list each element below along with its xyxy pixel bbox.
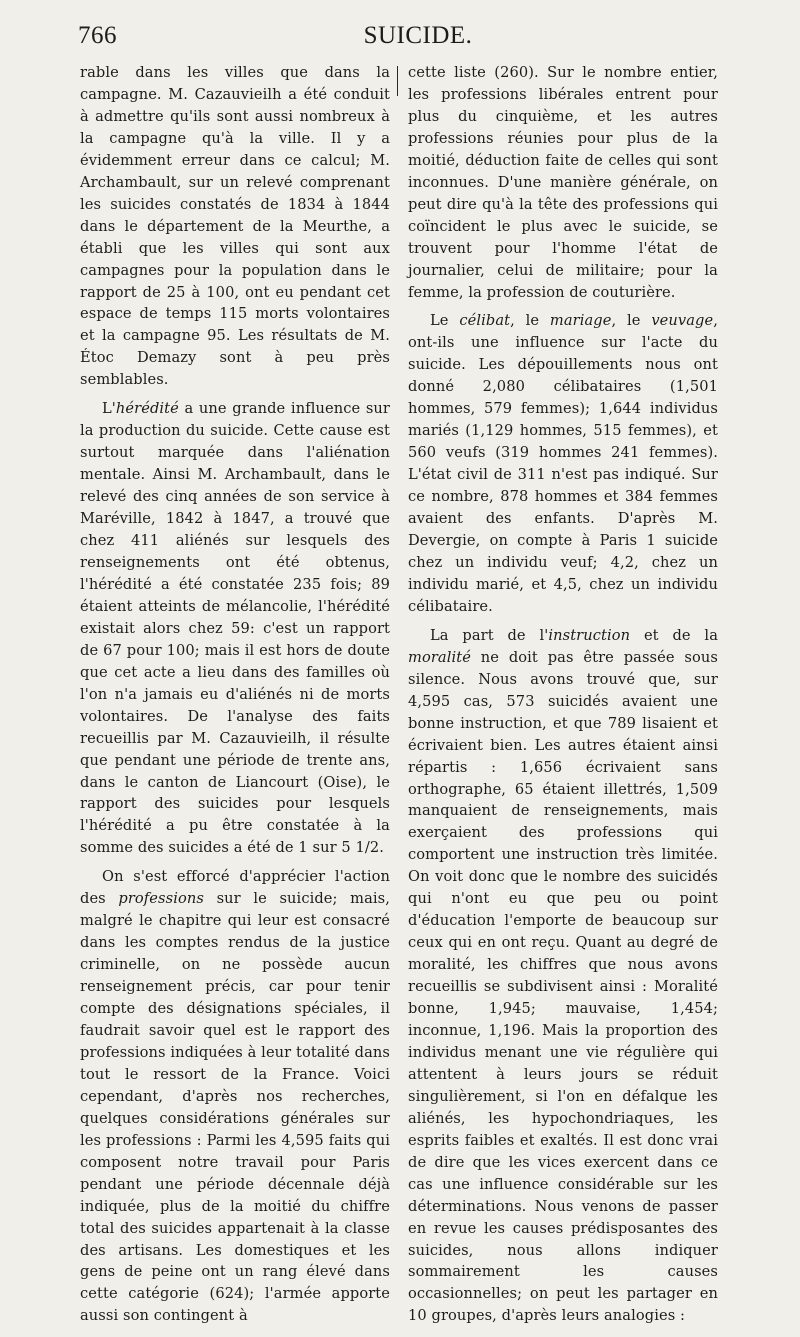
paragraph-instruction-morality (408, 625, 718, 1328)
celibat-term: célibat (459, 312, 511, 330)
civil-sep-2: , le (611, 312, 652, 330)
paragraph-civil-status (408, 310, 718, 617)
morality-term: moralité (408, 648, 471, 666)
instruction-lead: La part de l' (430, 626, 549, 644)
running-title: SUICIDE. (363, 22, 473, 49)
right-column (408, 62, 718, 1330)
civil-text: , ont-ils une influence sur l'acte du suicide. Les dépouillements nous ont donné 2,080 célibataires (1,501 hommes, 579 femmes); 1,644 individus mariés (1,129 hommes, 515 femmes), et 560 veufs (319 hommes 241 femmes). L'état civil de 311 n'est pas indiqué. Sur ce nombre, 878 hommes et 384 femmes avaient des enfants. D'après M. Devergie, on compte à Paris 1 suicide chez un individu veuf; 4,2, chez un individu marié, et 4,5, chez un individu célibataire. (408, 312, 718, 615)
paragraph-urban-rural: rable dans les villes que dans la campagne. M. Cazauvieilh a été conduit à admettre qu'ils sont aussi nombreux à la campagne qu'à la ville. Il y a évidemment erreur dans ce calcul; M. Archambault, sur un relevé comprenant les suicides constatés de 1834 à 1844 dans le département de la Meurthe, a établi que les villes qui sont aux campagnes pour la population dans le rapport de 25 à 100, ont eu pendant cet espace de temps 115 morts volontaires et la campagne 95. Les résultats de M. Étoc Demazy sont à peu près semblables. (80, 64, 390, 389)
paragraph-professions (80, 866, 390, 1327)
heredity-text: a une grande influence sur la production du suicide. Cette cause est surtout marquée dans l'aliénation mentale. Ainsi M. Archambault, dans le relevé des cinq années de son service à Maréville, 1842 à 1847, a trouvé que chez 411 aliénés sur lesquels des renseignements ont été obtenus, l'hérédité a été constatée 235 fois; 89 étaient atteints de mélancolie, l'hérédité existait alors chez 59: c'est un rapport de 67 pour 100; mais il est hors de doute que cet acte a lieu dans des familles où l'on n'a jamais eu d'aliénés ni de morts volontaires. De l'analyse des faits recueillis par M. Cazauvieilh, il résulte que pendant une période de trente ans, dans le canton de Liancourt (Oise), le rapport des suicides pour lesquels l'hérédité a pu être constatée à la somme des suicides a été de 1 sur 5 1/2. (80, 400, 390, 857)
civil-lead: Le (430, 312, 460, 330)
heredity-lead: L' (102, 400, 116, 418)
running-header (78, 22, 718, 58)
professions-lead: On s'est efforcé d'apprécier l'action des (80, 868, 390, 908)
instruction-term: instruction (548, 626, 631, 644)
veuvage-term: veuvage (651, 312, 714, 330)
civil-sep-1: , le (510, 312, 550, 330)
left-column (80, 62, 390, 1330)
instruction-sep: et de la (630, 626, 718, 644)
mariage-term: mariage (549, 312, 612, 330)
paragraph-heredity (80, 398, 390, 859)
paragraph-professions-cont: cette liste (260). Sur le nombre entier, les professions libérales entrent pour plus du cinquième, et les autres professions réunies pour plus de la moitié, déduction faite de celles qui sont inconnues. D'une manière générale, on peut dire qu'à la tête des professions qui coïncident le plus avec le suicide, se trouvent pour l'homme l'état de journalier, celui de militaire; pour la femme, la profession de couturière. (408, 64, 718, 301)
page-number: 766 (78, 22, 117, 49)
professions-term: professions (118, 890, 204, 908)
heredity-term: hérédité (115, 400, 179, 418)
column-rule (397, 66, 398, 96)
professions-text: sur le suicide; mais, malgré le chapitre qui leur est consacré dans les comptes rendus de la justice criminelle, on ne possède aucun renseignement précis, car pour tenir compte des désignations spéciales, il faudrait savoir quel est le rapport des professions indiquées à leur totalité dans tout le ressort de la France. Voici cependant, d'après nos recherches, quelques considérations générales sur les professions : Parmi les 4,595 faits qui composent notre travail pour Paris pendant une période décennale déjà indiquée, plus de la moitié du chiffre total des suicides appartenait à la classe des artisans. Les domestiques et les gens de peine ont un rang élevé dans cette catégorie (624); l'armée apporte aussi son contingent à (80, 890, 390, 1325)
instruction-text: ne doit pas être passée sous silence. Nous avons trouvé que, sur 4,595 cas, 573 suicidés avaient une bonne instruction, et que 789 lisaient et écrivaient bien. Les autres étaient ainsi répartis : 1,656 écrivaient sans orthographe, 65 étaient illettrés, 1,509 manquaient de renseignements, mais exerçaient des professions qui comportent une instruction très limitée. On voit donc que le nombre des suicidés qui n'ont eu que peu ou point d'éducation l'emporte de beaucoup sur ceux qui en ont reçu. Quant au degré de moralité, les chiffres que nous avons recueillis se subdivisent ainsi : Moralité bonne, 1,945; mauvaise, 1,454; inconnue, 1,196. Mais la proportion des individus menant une vie régulière qui attentent à leurs jours se réduit singulièrement, si l'on en défalque les aliénés, les hypochondriaques, les esprits faibles et exaltés. Il est donc vrai de dire que les vices exercent dans ce cas une influence considérable sur les déterminations. Nous venons de passer en revue les causes prédisposantes des suicides, nous allons indiquer sommairement les causes occasionnelles; on peut les partager en 10 groupes, d'après leurs analogies : (408, 648, 718, 1325)
